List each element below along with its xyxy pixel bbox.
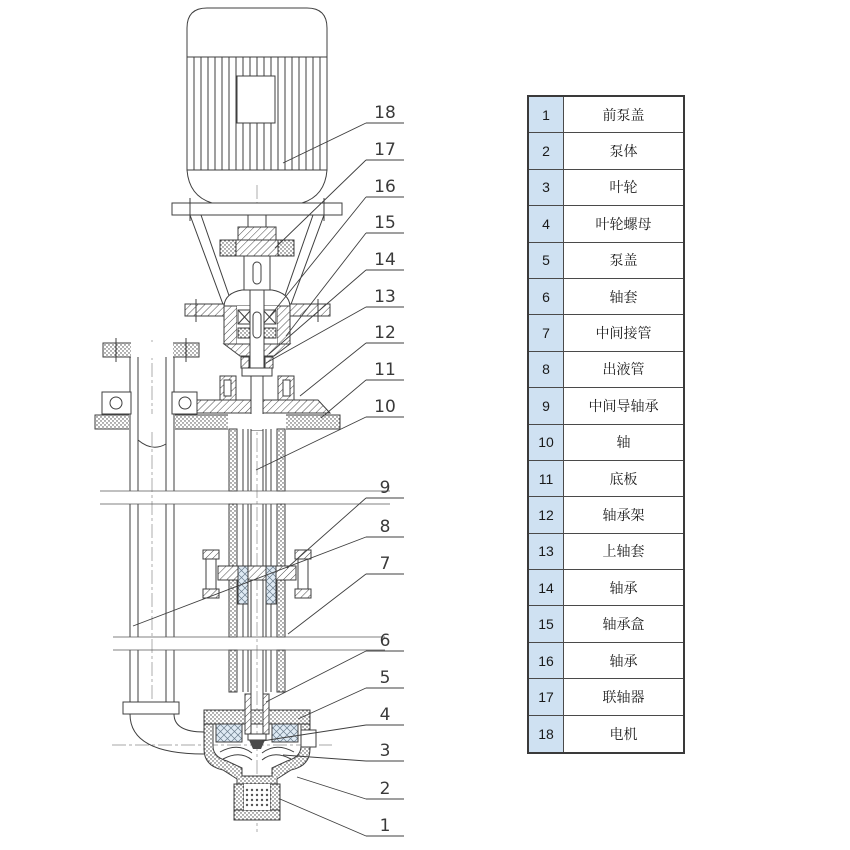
bearing-box xyxy=(185,290,330,368)
svg-text:17: 17 xyxy=(374,140,396,160)
row-number: 3 xyxy=(529,170,564,206)
row-number: 14 xyxy=(529,570,564,606)
part-name: 联轴器 xyxy=(564,679,683,715)
part-name: 叶轮 xyxy=(564,170,683,206)
strainer xyxy=(234,784,280,820)
row-number: 9 xyxy=(529,388,564,424)
svg-text:3: 3 xyxy=(379,741,391,761)
svg-text:12: 12 xyxy=(374,323,396,343)
row-number: 1 xyxy=(529,97,564,133)
row-number: 12 xyxy=(529,497,564,533)
row-number: 6 xyxy=(529,279,564,315)
row-number: 2 xyxy=(529,133,564,169)
part-name: 出液管 xyxy=(564,352,683,388)
part-name: 中间导轴承 xyxy=(564,388,683,424)
part-name: 轴承盒 xyxy=(564,606,683,642)
svg-text:1: 1 xyxy=(379,816,391,836)
row-number: 13 xyxy=(529,534,564,570)
row-number: 15 xyxy=(529,606,564,642)
motor-junction-box xyxy=(237,76,275,123)
svg-text:5: 5 xyxy=(379,668,391,688)
part-name: 电机 xyxy=(609,725,638,742)
row-number: 5 xyxy=(529,243,564,279)
svg-text:14: 14 xyxy=(374,250,396,270)
part-name: 上轴套 xyxy=(564,534,683,570)
casing-nozzle xyxy=(301,730,316,747)
part-name: 轴承架 xyxy=(564,497,683,533)
callout-1 xyxy=(280,799,404,836)
shaft-sleeve xyxy=(245,694,251,734)
part-name: 底板 xyxy=(564,461,683,497)
callout-6 xyxy=(266,631,404,702)
part-name: 中间接管 xyxy=(564,315,683,351)
part-name: 轴 xyxy=(564,425,683,461)
part-name: 泵盖 xyxy=(564,243,683,279)
part-name: 前泵盖 xyxy=(564,97,683,133)
svg-text:7: 7 xyxy=(379,554,391,574)
base-plate xyxy=(95,414,340,430)
svg-text:9: 9 xyxy=(379,478,391,498)
svg-text:13: 13 xyxy=(374,287,396,307)
part-name: 轴承 xyxy=(564,570,683,606)
svg-text:18: 18 xyxy=(374,103,396,123)
parts-table xyxy=(527,95,685,754)
discharge-pipe xyxy=(102,338,204,754)
row-number: 8 xyxy=(529,352,564,388)
coupling xyxy=(220,215,294,292)
pump-cover xyxy=(204,710,310,724)
row-number: 11 xyxy=(529,461,564,497)
svg-text:2: 2 xyxy=(379,779,391,799)
svg-text:16: 16 xyxy=(374,177,396,197)
part-name: 泵体 xyxy=(564,133,683,169)
row-number: 17 xyxy=(529,679,564,715)
svg-text:15: 15 xyxy=(374,213,396,233)
callout-2 xyxy=(297,777,404,799)
row-number: 4 xyxy=(529,206,564,242)
part-name: 轴承 xyxy=(564,643,683,679)
part-name: 叶轮螺母 xyxy=(564,206,683,242)
elbow-collar xyxy=(123,702,179,714)
row-number: 18 xyxy=(529,716,564,752)
svg-text:11: 11 xyxy=(374,360,396,380)
svg-text:6: 6 xyxy=(379,631,391,651)
row-number: 7 xyxy=(529,315,564,351)
svg-text:8: 8 xyxy=(379,517,391,537)
row-number: 16 xyxy=(529,643,564,679)
svg-text:10: 10 xyxy=(374,397,396,417)
row-number: 10 xyxy=(529,425,564,461)
motor xyxy=(187,8,327,203)
part-name: 轴套 xyxy=(564,279,683,315)
svg-text:4: 4 xyxy=(379,705,391,725)
